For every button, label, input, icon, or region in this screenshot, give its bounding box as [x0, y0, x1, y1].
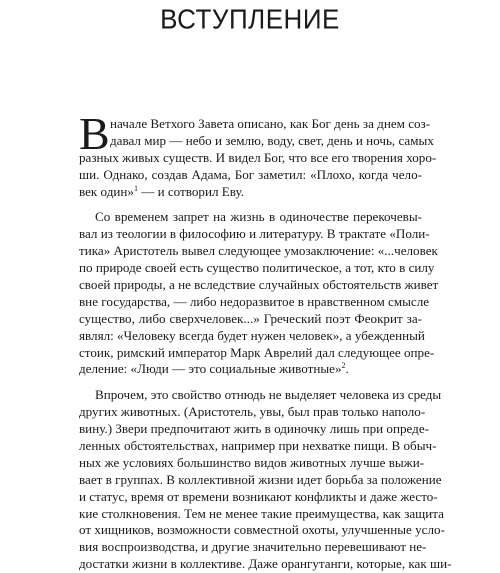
text-line: ленных обстоятельствах, например при нехватке пищи. В обыч- [79, 438, 437, 454]
text-line: вину.) Звери предпочитают жить в одиночку лишь при опреде- [79, 421, 429, 437]
text-fragment: — и сотворил Еву. [137, 183, 245, 199]
text-line: достатки жизни в коллективе. Даже орангутанги, которые, как ши- [79, 556, 452, 572]
body-text [79, 108, 452, 573]
text-line: вает в группах. В коллективной жизни идет борьба за положение [79, 471, 442, 487]
drop-cap: В [79, 108, 110, 159]
chapter-heading: ВСТУПЛЕНИЕ [160, 2, 340, 36]
text-line: вне государства, — либо недоразвитое в нравственном смысле [79, 293, 430, 309]
paragraph-2 [79, 209, 439, 378]
footnote-marker: 1 [133, 183, 138, 193]
text-line: своей природы, а не вследствие случайных обстоятельств живет [79, 277, 439, 293]
paragraph-1 [79, 108, 437, 200]
text-line: от хищников, возможности совместной охоты, улучшенные усло- [79, 522, 445, 538]
text-line: других животных. (Аристотель, увы, был прав только наполо- [79, 404, 426, 420]
paragraph-3 [79, 387, 452, 573]
text-line: кие столкновения. Тем не менее такие преимущества, как защита [79, 505, 444, 521]
text-line: ных же условиях большинство видов животных лучше выжи- [79, 454, 425, 470]
text-line: вия воспроизводства, и другие значительно перевешивают не- [79, 539, 427, 555]
text-line: разных живых существ. И видел Бог, что все его творения хоро- [79, 149, 437, 165]
text-line: стоик, римский император Марк Аврелий дал следующее опре- [79, 344, 435, 360]
text-line: давал мир — небо и землю, воду, свет, день и ночь, самых [110, 132, 434, 148]
text-line: и статус, время от времени возникают конфликты и даже жесто- [79, 488, 438, 504]
text-line: являл: «Человеку всегда будет нужен человек», а убежденный [79, 327, 425, 343]
text-fragment: век один» [79, 183, 134, 199]
text-line: тика» Аристотель вывел следующее умозаключение: «...человек [79, 243, 438, 259]
text-line: Со временем запрет на жизнь в одиночестве перекочевы- [95, 209, 422, 225]
text-line: по природе своей есть существо политическое, а тот, кто в силу [79, 260, 435, 276]
text-line: начале Ветхого Завета описано, как Бог день за днем соз- [110, 116, 431, 131]
text-line: вал из теологии в философию и литературу. В трактате «Поли- [79, 226, 430, 242]
text-fragment: . [345, 361, 349, 377]
footnote-marker: 2 [341, 361, 346, 371]
text-line [79, 361, 422, 378]
text-line: Впрочем, это свойство отнюдь не выделяет человека из среды [95, 387, 442, 403]
text-line: существо, либо сверхчеловек...» Греческий поэт Феокрит за- [79, 310, 422, 326]
text-line [79, 184, 422, 201]
text-fragment: деление: «Люди — это социальные животные» [79, 361, 342, 377]
text-line: ши. Однако, создав Адама, Бог заметил: «Плохо, когда чело- [79, 166, 422, 182]
